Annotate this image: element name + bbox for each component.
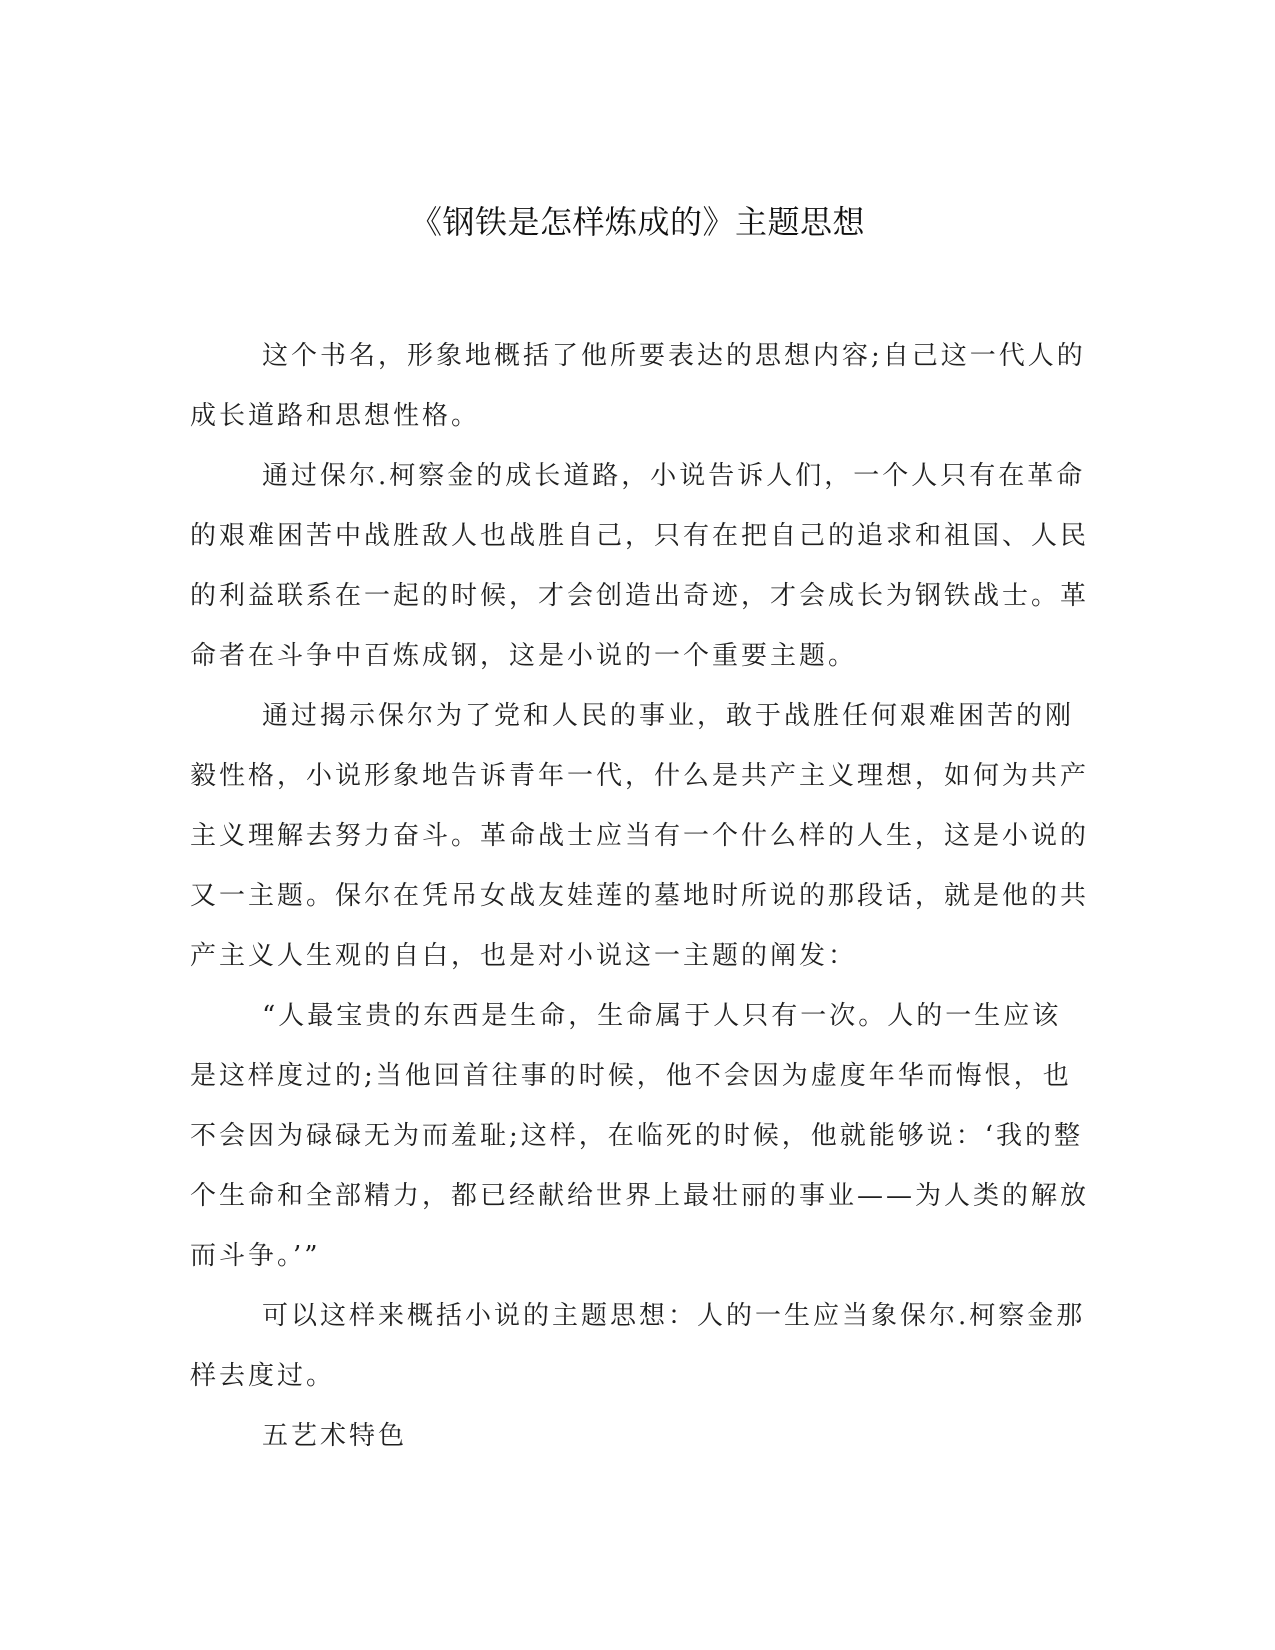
- paragraph-summary: 可以这样来概括小说的主题思想：人的一生应当象保尔.柯察金那样去度过。: [190, 1301, 1086, 1391]
- paragraph-growth-theme: 通过保尔.柯察金的成长道路，小说告诉人们，一个人只有在革命的艰难困苦中战胜敌人也战胜自己，只有在把自己的追求和祖国、人民的利益联系在一起的时候，才会创造出奇迹，才会成长为钢铁战士。革命者在斗争中百炼成钢，这是小说的一个重要主题。: [190, 461, 1090, 671]
- document-title: 《钢铁是怎样炼成的》主题思想: [409, 203, 865, 241]
- paragraph-quote: “人最宝贵的东西是生命，生命属于人只有一次。人的一生应该是这样度过的;当他回首往事的时候，他不会因为虚度年华而悔恨，也不会因为碌碌无为而羞耻;这样，在临死的时候，他就能够说：‘我的整个生命和全部精力，都已经献给世界上最壮丽的事业——为人类的解放而斗争。’”: [190, 1001, 1090, 1271]
- paragraph-life-theme: 通过揭示保尔为了党和人民的事业，敢于战胜任何艰难困苦的刚毅性格，小说形象地告诉青年一代，什么是共产主义理想，如何为共产主义理解去努力奋斗。革命战士应当有一个什么样的人生，这是小说的又一主题。保尔在凭吊女战友娃莲的墓地时所说的那段话，就是他的共产主义人生观的自白，也是对小说这一主题的阐发：: [190, 701, 1090, 971]
- paragraph-book-title-meaning: 这个书名，形象地概括了他所要表达的思想内容;自己这一代人的成长道路和思想性格。: [190, 341, 1086, 431]
- document-body: [190, 326, 1090, 1466]
- section-heading-art-features: 五艺术特色: [262, 1421, 408, 1451]
